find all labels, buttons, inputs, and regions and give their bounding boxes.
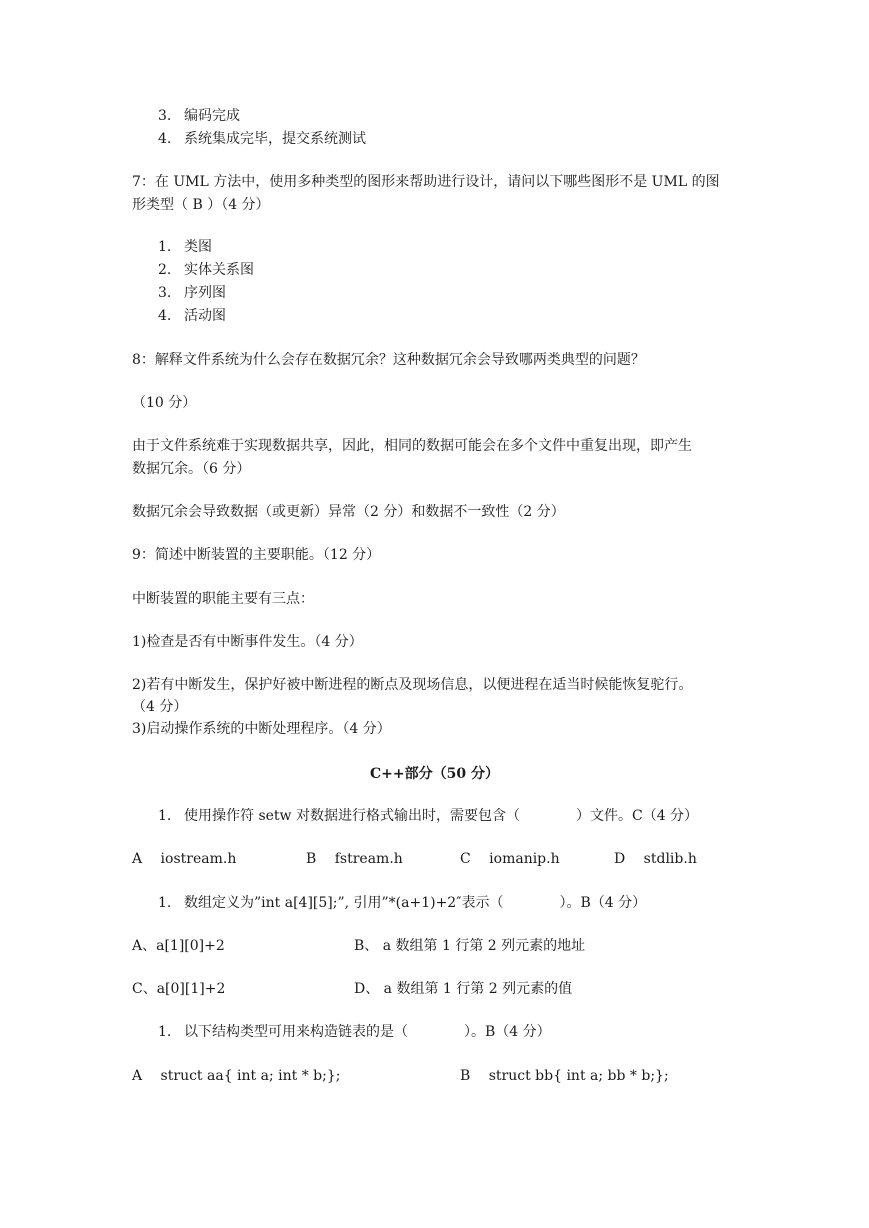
cpp-question-3: 1. 以下结构类型可用来构造链表的是（ ）。B（4 分） — [158, 1024, 551, 1040]
option-a: A iostream.h — [132, 851, 237, 867]
answer-9-point-3: 3)启动操作系统的中断处理程序。（4 分） — [132, 721, 391, 737]
option-a: A、a[1][0]+2 — [132, 938, 225, 954]
option-b: B struct bb{ int a; bb * b;}; — [460, 1068, 669, 1084]
list-item: 2. 实体关系图 — [158, 262, 254, 278]
answer-8-paragraph-cont: 数据冗余。（6 分） — [132, 461, 251, 477]
answer-8-paragraph-2: 数据冗余会导致数据（或更新）异常（2 分）和数据不一致性（2 分） — [132, 504, 565, 520]
list-item: 3. 编码完成 — [158, 108, 240, 124]
question-8-text: 8：解释文件系统为什么会存在数据冗余？这种数据冗余会导致哪两类典型的问题？ — [132, 352, 645, 368]
option-d: D、 a 数组第 1 行第 2 列元素的值 — [354, 981, 573, 997]
question-7-text-cont: 形类型（ B ）（4 分） — [132, 197, 270, 213]
option-b: B fstream.h — [306, 851, 403, 867]
option-c: C、a[0][1]+2 — [132, 981, 226, 997]
option-c: C iomanip.h — [460, 851, 560, 867]
answer-9-point-2: 2)若有中断发生，保护好被中断进程的断点及现场信息，以便进程在适当时候能恢复驼行。 — [132, 677, 693, 693]
list-item: 1. 类图 — [158, 239, 212, 255]
list-item: 3. 序列图 — [158, 285, 226, 301]
answer-8-paragraph: 由于文件系统难于实现数据共享，因此，相同的数据可能会在多个文件中重复出现，即产生 — [132, 438, 692, 454]
option-b: B、 a 数组第 1 行第 2 列元素的地址 — [354, 938, 586, 954]
cpp-question-1: 1. 使用操作符 setw 对数据进行格式输出时，需要包含（ ）文件。C（4 分） — [158, 808, 699, 824]
cpp-question-2: 1. 数组定义为”int a[4][5];”, 引用”*(a+1)+2″表示（ ）。B（4 分） — [158, 895, 647, 911]
question-7-text: 7：在 UML 方法中，使用多种类型的图形来帮助进行设计，请问以下哪些图形不是 UML 的图 — [132, 174, 720, 190]
answer-9-point-2-cont: （4 分） — [132, 699, 188, 715]
option-d: D stdlib.h — [614, 851, 697, 867]
section-heading: C++部分（50 分） — [370, 766, 499, 782]
option-a: A struct aa{ int a; int * b;}; — [132, 1068, 341, 1084]
question-8-score: （10 分） — [132, 395, 197, 411]
question-9-text: 9：简述中断装置的主要职能。（12 分） — [132, 547, 381, 563]
list-item: 4. 活动图 — [158, 308, 226, 324]
list-item: 4. 系统集成完毕，提交系统测试 — [158, 131, 366, 147]
answer-9-intro: 中断装置的职能主要有三点： — [132, 591, 314, 607]
answer-9-point-1: 1)检查是否有中断事件发生。（4 分） — [132, 634, 363, 650]
